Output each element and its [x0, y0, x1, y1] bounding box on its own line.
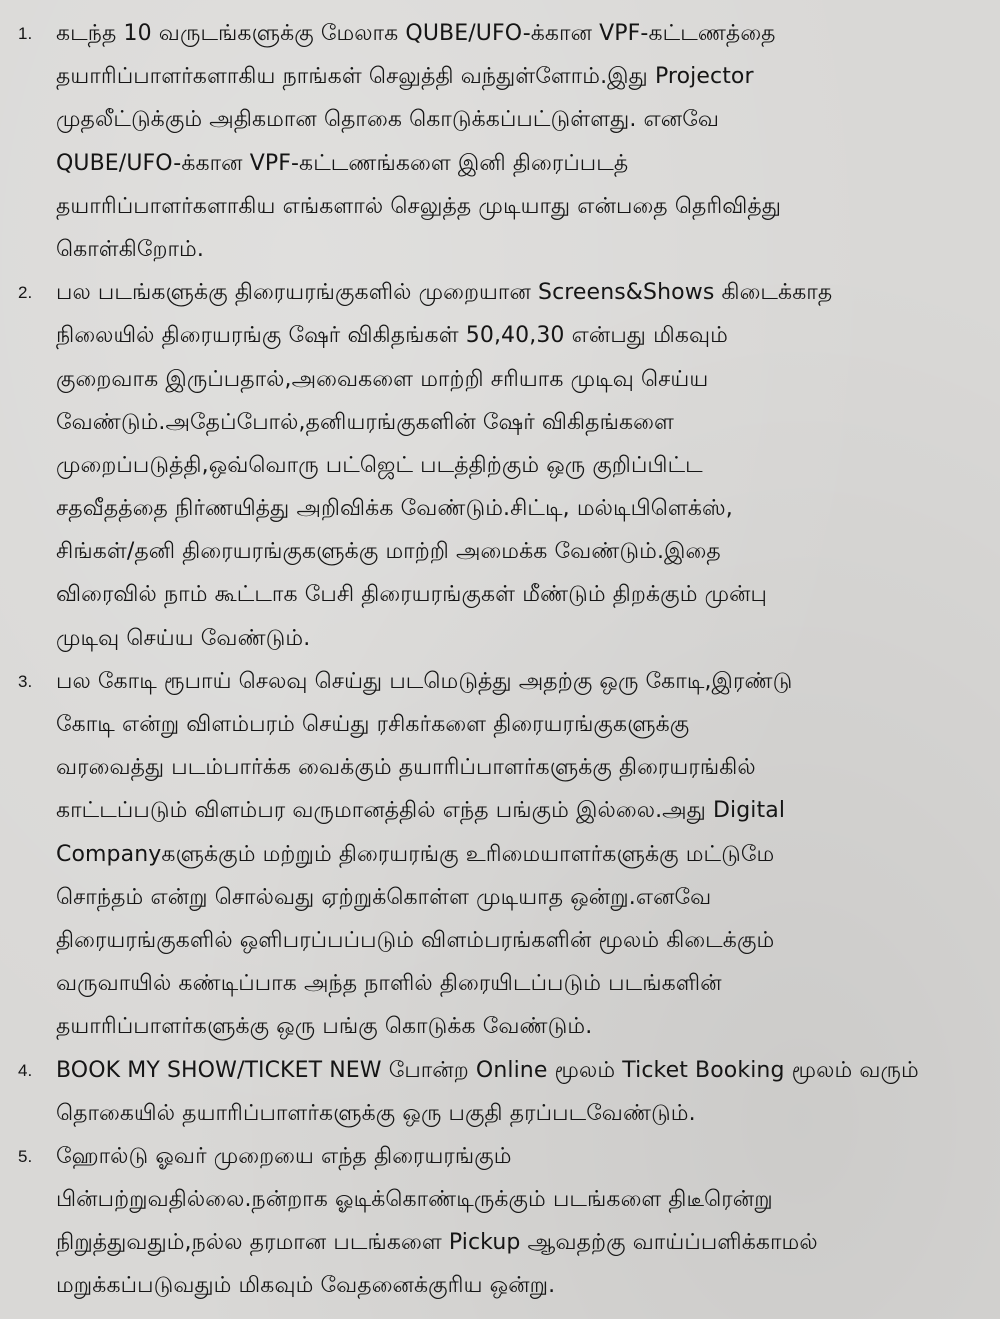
text-line: ஹோல்டு ஓவர் முறையை எந்த திரையரங்கும் — [56, 1143, 512, 1169]
item-text — [56, 271, 960, 660]
text-line: தயாரிப்பாளர்களாகிய எங்களால் செலுத்த முடியாது என்பதை தெரிவித்து — [56, 193, 782, 219]
text-line: நிறுத்துவதும்,நல்ல தரமான படங்களை Pickup ஆவதற்கு வாய்ப்பளிக்காமல் — [56, 1230, 818, 1256]
item-text — [56, 12, 960, 271]
text-line: முடிவு செய்ய வேண்டும். — [56, 625, 311, 651]
item-text — [56, 1135, 960, 1308]
text-line: வருவாயில் கண்டிப்பாக அந்த நாளில் திரையிடப்படும் படங்களின் — [56, 971, 722, 997]
item-number: 2. — [18, 283, 33, 303]
text-line: பல கோடி ரூபாய் செலவு செய்து படமெடுத்து அதற்கு ஒரு கோடி,இரண்டு — [56, 668, 793, 694]
text-line: மறுக்கப்படுவதும் மிகவும் வேதனைக்குரிய ஒன்று. — [56, 1273, 556, 1299]
item-text — [56, 1049, 960, 1135]
text-line: சொந்தம் என்று சொல்வது ஏற்றுக்கொள்ள முடியாத ஒன்று.எனவே — [56, 884, 712, 910]
item-number: 1. — [18, 24, 33, 43]
text-line: காட்டப்படும் விளம்பர வருமானத்தில் எந்த பங்கும் இல்லை.அது Digital — [56, 798, 786, 824]
text-line: வேண்டும்.அதேப்போல்,தனியரங்குகளின் ஷேர் விகிதங்களை — [56, 409, 674, 435]
text-line: தயாரிப்பாளர்களாகிய நாங்கள் செலுத்தி வந்துள்ளோம்.இது Projector — [56, 64, 754, 90]
item-number: 3. — [18, 671, 33, 691]
list-item — [18, 12, 960, 271]
text-line: தயாரிப்பாளர்களுக்கு ஒரு பங்கு கொடுக்க வேண்டும். — [56, 1014, 593, 1040]
text-line: குறைவாக இருப்பதால்,அவைகளை மாற்றி சரியாக முடிவு செய்ய — [56, 366, 709, 392]
text-line: திரையரங்குகளில் ஒளிபரப்பப்படும் விளம்பரங்களின் மூலம் கிடைக்கும் — [56, 927, 775, 953]
text-line: நிலையில் திரையரங்கு ஷேர் விகிதங்கள் 50,40,30 என்பது மிகவும் — [56, 323, 728, 349]
list-item — [18, 271, 960, 660]
text-line: BOOK MY SHOW/TICKET NEW போன்ற Online மூலம் Ticket Booking மூலம் வரும் — [56, 1057, 919, 1083]
text-line: சிங்கள்/தனி திரையரங்குகளுக்கு மாற்றி அமைக்க வேண்டும்.இதை — [56, 539, 721, 565]
text-line: கடந்த 10 வருடங்களுக்கு மேலாக QUBE/UFO-க்கான VPF-கட்டணத்தை — [56, 21, 776, 46]
text-line: வரவைத்து படம்பார்க்க வைக்கும் தயாரிப்பாளர்களுக்கு திரையரங்கில் — [56, 755, 756, 781]
text-line: சதவீதத்தை நிர்ணயித்து அறிவிக்க வேண்டும்.சிட்டி, மல்டிபிளெக்ஸ், — [56, 496, 733, 522]
text-line: QUBE/UFO-க்கான VPF-கட்டணங்களை இனி திரைப்படத் — [56, 150, 629, 176]
text-line: விரைவில் நாம் கூட்டாக பேசி திரையரங்குகள் மீண்டும் திறக்கும் முன்பு — [56, 582, 768, 608]
text-line: Companyகளுக்கும் மற்றும் திரையரங்கு உரிமையாளர்களுக்கு மட்டுமே — [56, 841, 775, 867]
item-text — [56, 660, 960, 1049]
text-line: கோடி என்று விளம்பரம் செய்து ரசிகர்களை திரையரங்குகளுக்கு — [56, 712, 690, 737]
item-number: 4. — [18, 1060, 33, 1080]
list-item — [18, 1049, 960, 1135]
text-line: முறைப்படுத்தி,ஒவ்வொரு பட்ஜெட் படத்திற்கும் ஒரு குறிப்பிட்ட — [56, 452, 703, 478]
text-line: கொள்கிறோம். — [56, 236, 204, 262]
list-item — [18, 1135, 960, 1308]
text-line: முதலீட்டுக்கும் அதிகமான தொகை கொடுக்கப்பட்டுள்ளது. எனவே — [56, 107, 719, 133]
list-item — [18, 660, 960, 1049]
text-line: பின்பற்றுவதில்லை.நன்றாக ஓடிக்கொண்டிருக்கும் படங்களை திடீரென்று — [56, 1187, 773, 1213]
text-line: பல படங்களுக்கு திரையரங்குகளில் முறையான Screens&Shows கிடைக்காத — [56, 280, 833, 306]
item-number: 5. — [18, 1146, 33, 1166]
text-line: தொகையில் தயாரிப்பாளர்களுக்கு ஒரு பகுதி தரப்படவேண்டும். — [56, 1100, 696, 1126]
